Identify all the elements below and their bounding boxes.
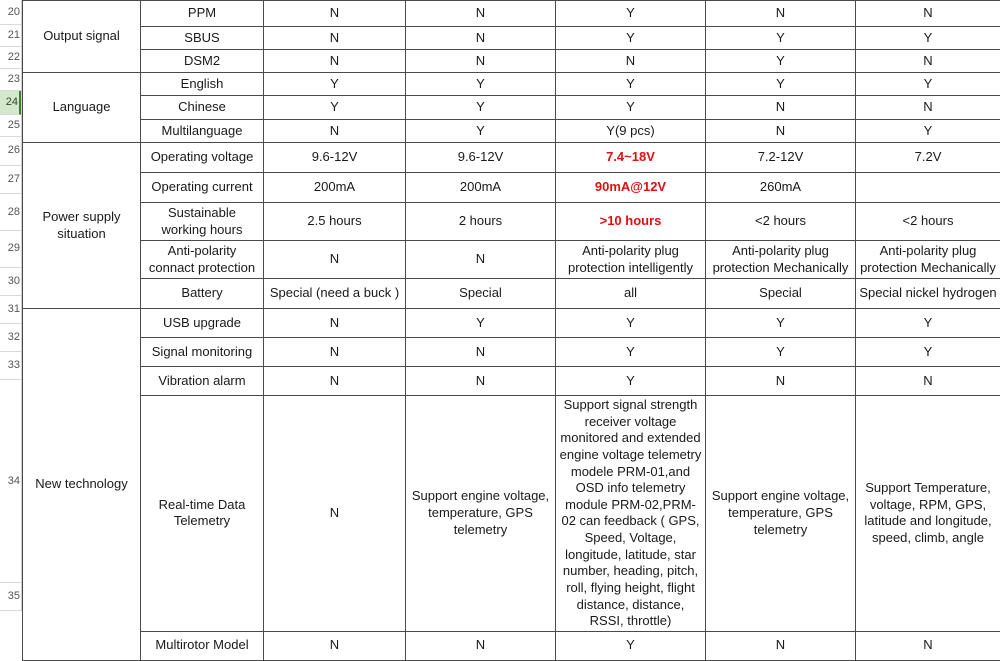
table-row bbox=[23, 338, 1000, 367]
feature-label-cell[interactable]: Operating voltage bbox=[141, 143, 264, 173]
value-cell[interactable]: Support engine voltage, temperature, GPS telemetry bbox=[406, 396, 556, 632]
value-cell[interactable]: all bbox=[556, 279, 706, 309]
value-cell[interactable]: Special (need a buck ) bbox=[264, 279, 406, 309]
value-cell[interactable]: N bbox=[706, 96, 856, 120]
feature-label-cell[interactable]: English bbox=[141, 73, 264, 96]
value-cell[interactable]: Y bbox=[556, 631, 706, 660]
value-cell[interactable]: N bbox=[856, 1, 1000, 27]
value-cell[interactable]: Y bbox=[406, 96, 556, 120]
value-cell[interactable]: N bbox=[264, 631, 406, 660]
category-cell[interactable]: New technology bbox=[23, 309, 141, 661]
feature-label-cell[interactable]: Real-time Data Telemetry bbox=[141, 396, 264, 632]
value-cell[interactable]: Anti-polarity plug protection Mechanically bbox=[706, 241, 856, 279]
value-cell[interactable]: N bbox=[406, 338, 556, 367]
value-cell[interactable]: Special bbox=[706, 279, 856, 309]
value-cell[interactable]: Y bbox=[856, 309, 1000, 338]
table-row bbox=[23, 203, 1000, 241]
feature-label-cell[interactable]: SBUS bbox=[141, 27, 264, 50]
value-cell[interactable]: N bbox=[264, 241, 406, 279]
value-cell[interactable]: N bbox=[856, 631, 1000, 660]
row-header-31[interactable]: 31 bbox=[0, 296, 21, 324]
row-header-21[interactable]: 21 bbox=[0, 25, 21, 47]
category-cell[interactable]: Power supply situation bbox=[23, 143, 141, 309]
table-body bbox=[23, 1, 1000, 661]
value-cell[interactable]: Y bbox=[856, 120, 1000, 143]
table-row bbox=[23, 173, 1000, 203]
value-cell[interactable]: >10 hours bbox=[556, 203, 706, 241]
value-cell[interactable]: 7.2V bbox=[856, 143, 1000, 173]
value-cell[interactable]: Y bbox=[556, 27, 706, 50]
value-cell[interactable]: Y bbox=[706, 50, 856, 73]
table-row bbox=[23, 396, 1000, 632]
value-cell[interactable]: N bbox=[406, 631, 556, 660]
value-cell[interactable]: <2 hours bbox=[706, 203, 856, 241]
value-cell[interactable]: 200mA bbox=[406, 173, 556, 203]
row-number-gutter bbox=[0, 0, 22, 611]
row-header-26[interactable]: 26 bbox=[0, 137, 21, 166]
value-cell[interactable]: N bbox=[264, 367, 406, 396]
value-cell[interactable]: N bbox=[706, 120, 856, 143]
feature-label-cell[interactable]: Signal monitoring bbox=[141, 338, 264, 367]
value-cell[interactable]: N bbox=[706, 1, 856, 27]
category-cell[interactable]: Language bbox=[23, 73, 141, 143]
value-cell[interactable]: N bbox=[406, 50, 556, 73]
table-row bbox=[23, 367, 1000, 396]
value-cell[interactable]: N bbox=[856, 367, 1000, 396]
table-row bbox=[23, 241, 1000, 279]
value-cell[interactable]: N bbox=[264, 338, 406, 367]
value-cell[interactable]: N bbox=[406, 27, 556, 50]
table-row bbox=[23, 120, 1000, 143]
value-cell[interactable]: Y bbox=[706, 73, 856, 96]
value-cell[interactable]: Special bbox=[406, 279, 556, 309]
value-cell[interactable]: N bbox=[706, 631, 856, 660]
feature-label-cell[interactable]: PPM bbox=[141, 1, 264, 27]
value-cell[interactable]: Special nickel hydrogen bbox=[856, 279, 1000, 309]
value-cell[interactable]: Y bbox=[406, 309, 556, 338]
value-cell[interactable]: Y bbox=[856, 338, 1000, 367]
feature-label-cell[interactable]: Sustainable working hours bbox=[141, 203, 264, 241]
table-row bbox=[23, 279, 1000, 309]
table-row bbox=[23, 631, 1000, 660]
row-header-27[interactable]: 27 bbox=[0, 166, 21, 195]
row-header-25[interactable]: 25 bbox=[0, 115, 21, 137]
row-header-24[interactable]: 24 bbox=[0, 91, 21, 114]
row-header-32[interactable]: 32 bbox=[0, 324, 21, 352]
row-header-20[interactable]: 20 bbox=[0, 0, 21, 25]
feature-label-cell[interactable]: Multilanguage bbox=[141, 120, 264, 143]
value-cell[interactable]: 200mA bbox=[264, 173, 406, 203]
value-cell[interactable]: Y bbox=[556, 73, 706, 96]
value-cell[interactable]: Anti-polarity plug protection Mechanically bbox=[856, 241, 1000, 279]
value-cell[interactable]: Y bbox=[556, 338, 706, 367]
row-header-34[interactable]: 34 bbox=[0, 380, 21, 583]
value-cell[interactable]: Anti-polarity plug protection intelligently bbox=[556, 241, 706, 279]
category-cell[interactable]: Output signal bbox=[23, 1, 141, 73]
value-cell[interactable]: N bbox=[856, 96, 1000, 120]
value-cell[interactable]: Y bbox=[556, 1, 706, 27]
feature-label-cell[interactable]: Chinese bbox=[141, 96, 264, 120]
value-cell[interactable]: N bbox=[706, 367, 856, 396]
value-cell[interactable]: Support signal strength receiver voltage monitored and extended engine voltage telemetry modele PRM-01,and OSD info telemetry module PRM-02,PRM-02 can feedback ( GPS, Speed, Voltage, longitude, latitude, star number, heading, pitch, roll, flying height, flight distance, distance, RSSI, throttle) bbox=[556, 396, 706, 632]
value-cell[interactable]: 9.6-12V bbox=[264, 143, 406, 173]
table-row bbox=[23, 1, 1000, 27]
value-cell[interactable]: Y bbox=[856, 73, 1000, 96]
value-cell[interactable]: Support engine voltage, temperature, GPS telemetry bbox=[706, 396, 856, 632]
row-header-28[interactable]: 28 bbox=[0, 194, 21, 231]
value-cell[interactable]: Y bbox=[706, 27, 856, 50]
row-header-22[interactable]: 22 bbox=[0, 47, 21, 69]
value-cell[interactable]: Y bbox=[706, 338, 856, 367]
row-header-30[interactable]: 30 bbox=[0, 268, 21, 297]
feature-label-cell[interactable]: DSM2 bbox=[141, 50, 264, 73]
table-row bbox=[23, 309, 1000, 338]
value-cell[interactable]: Y bbox=[264, 73, 406, 96]
value-cell[interactable]: Y bbox=[706, 309, 856, 338]
grid-area bbox=[22, 0, 1000, 611]
value-cell[interactable] bbox=[856, 173, 1000, 203]
row-header-23[interactable]: 23 bbox=[0, 69, 21, 91]
feature-label-cell[interactable]: Vibration alarm bbox=[141, 367, 264, 396]
value-cell[interactable]: N bbox=[264, 120, 406, 143]
value-cell[interactable]: N bbox=[406, 1, 556, 27]
value-cell[interactable]: Y bbox=[406, 73, 556, 96]
value-cell[interactable]: 7.2-12V bbox=[706, 143, 856, 173]
value-cell[interactable]: Y bbox=[556, 367, 706, 396]
value-cell[interactable]: N bbox=[406, 241, 556, 279]
value-cell[interactable]: N bbox=[856, 50, 1000, 73]
value-cell[interactable]: N bbox=[264, 396, 406, 632]
value-cell[interactable]: N bbox=[264, 50, 406, 73]
value-cell[interactable]: Y(9 pcs) bbox=[556, 120, 706, 143]
table-row bbox=[23, 96, 1000, 120]
feature-label-cell[interactable]: Battery bbox=[141, 279, 264, 309]
value-cell[interactable]: 9.6-12V bbox=[406, 143, 556, 173]
value-cell[interactable]: N bbox=[264, 1, 406, 27]
value-cell[interactable]: Y bbox=[556, 96, 706, 120]
value-cell[interactable]: 2 hours bbox=[406, 203, 556, 241]
table-row bbox=[23, 27, 1000, 50]
feature-label-cell[interactable]: USB upgrade bbox=[141, 309, 264, 338]
row-header-29[interactable]: 29 bbox=[0, 231, 21, 268]
comparison-table bbox=[22, 0, 1000, 661]
value-cell[interactable]: 2.5 hours bbox=[264, 203, 406, 241]
table-row bbox=[23, 50, 1000, 73]
feature-label-cell[interactable]: Multirotor Model bbox=[141, 631, 264, 660]
value-cell[interactable]: N bbox=[556, 50, 706, 73]
value-cell[interactable]: N bbox=[406, 367, 556, 396]
value-cell[interactable]: 7.4~18V bbox=[556, 143, 706, 173]
value-cell[interactable]: Support Temperature, voltage, RPM, GPS, latitude and longitude, speed, climb, angle bbox=[856, 396, 1000, 632]
row-header-33[interactable]: 33 bbox=[0, 352, 21, 380]
value-cell[interactable]: Y bbox=[856, 27, 1000, 50]
value-cell[interactable]: Y bbox=[406, 120, 556, 143]
value-cell[interactable]: 90mA@12V bbox=[556, 173, 706, 203]
table-row bbox=[23, 73, 1000, 96]
value-cell[interactable]: Y bbox=[556, 309, 706, 338]
value-cell[interactable]: N bbox=[264, 309, 406, 338]
table-row bbox=[23, 143, 1000, 173]
value-cell[interactable]: Y bbox=[264, 96, 406, 120]
value-cell[interactable]: <2 hours bbox=[856, 203, 1000, 241]
value-cell[interactable]: N bbox=[264, 27, 406, 50]
value-cell[interactable]: 260mA bbox=[706, 173, 856, 203]
feature-label-cell[interactable]: Operating current bbox=[141, 173, 264, 203]
row-header-35[interactable]: 35 bbox=[0, 583, 21, 611]
feature-label-cell[interactable]: Anti-polarity connact protection bbox=[141, 241, 264, 279]
